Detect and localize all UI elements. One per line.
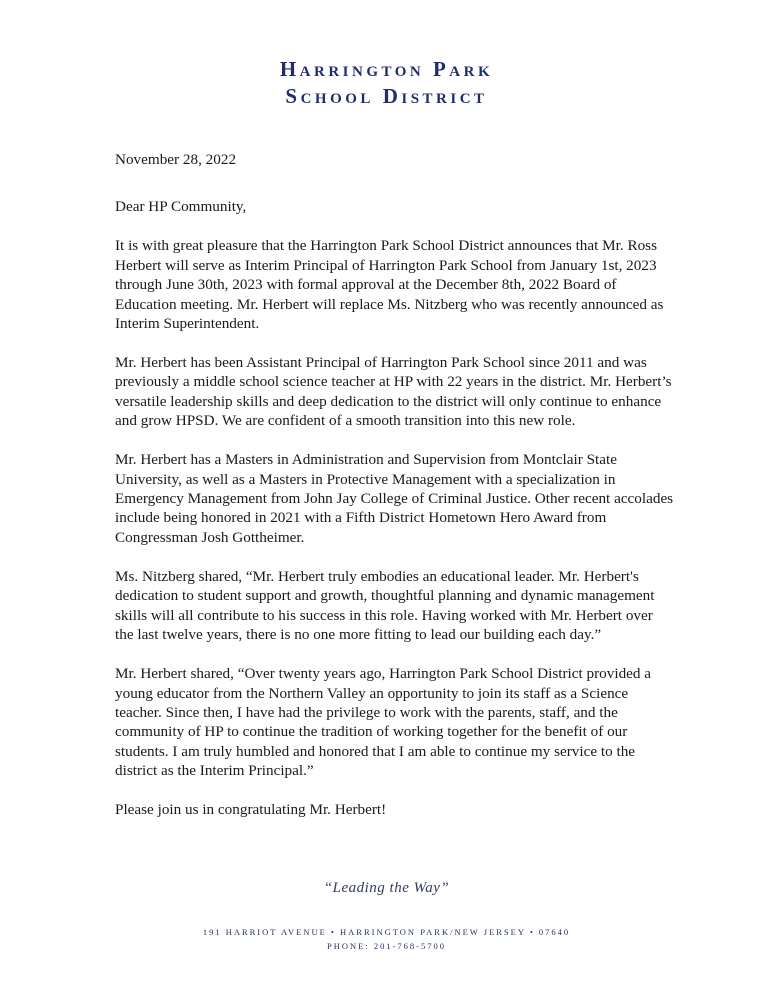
letter-body	[115, 150, 675, 839]
letterhead-line-2: School District	[285, 84, 488, 108]
footer-phone: PHONE: 201-768-5700	[327, 941, 446, 951]
footer-address: 191 HARRIOT AVENUE • HARRINGTON PARK/NEW JERSEY • 07640	[202, 927, 571, 937]
paragraph-3: Mr. Herbert has a Masters in Administration and Supervision from Montclair State University, as well as a Masters in Protective Management with a specialization in Emergency Management from John Jay College of Criminal Justice. Other recent accolades include being honored in 2021 with a Fifth District Hometown Hero Award from Congressman Josh Gottheimer.	[115, 451, 674, 546]
salutation: Dear HP Community,	[115, 198, 247, 216]
letterhead	[0, 56, 773, 110]
letterhead-line-1: Harrington Park	[279, 57, 494, 81]
paragraph-2: Mr. Herbert has been Assistant Principal of Harrington Park School since 2011 and was previously a middle school science teacher at HP with 22 years in the district. Mr. Herbert’s versatile leadership skills and deep dedication to the district will only continue to enhance and grow HPSD. We are confident of a smooth transition into this new role.	[115, 354, 672, 430]
paragraph-5: Mr. Herbert shared, “Over twenty years ago, Harrington Park School District provided a young educator from the Northern Valley an opportunity to join its staff as a Science teacher. Since then, I have had the privilege to work with the parents, staff, and the community of HP to continue the tradition of working together for the benefit of our students. I am truly humbled and honored that I am able to continue my service to the district as the Interim Principal.”	[115, 665, 652, 780]
paragraph-4: Ms. Nitzberg shared, “Mr. Herbert truly embodies an educational leader. Mr. Herbert's dedication to student support and growth, thoughtful planning and dynamic management skills will all contribute to his success in this role. Having worked with Mr. Herbert over the last twelve years, there is no one more fitting to lead our building each day.”	[115, 567, 655, 644]
motto: “Leading the Way”	[323, 880, 450, 896]
paragraph-1: It is with great pleasure that the Harrington Park School District announces that Mr. Ross Herbert will serve as Interim Principal of Harrington Park School from January 1st, 2023 through June 30th, 2023 with formal approval at the December 8th, 2022 Board of Education meeting. Mr. Herbert will replace Ms. Nitzberg who was recently announced as Interim Superintendent.	[115, 237, 664, 333]
footer	[0, 880, 773, 953]
letter-date: November 28, 2022	[115, 151, 237, 168]
closing: Please join us in congratulating Mr. Herbert!	[115, 801, 387, 819]
